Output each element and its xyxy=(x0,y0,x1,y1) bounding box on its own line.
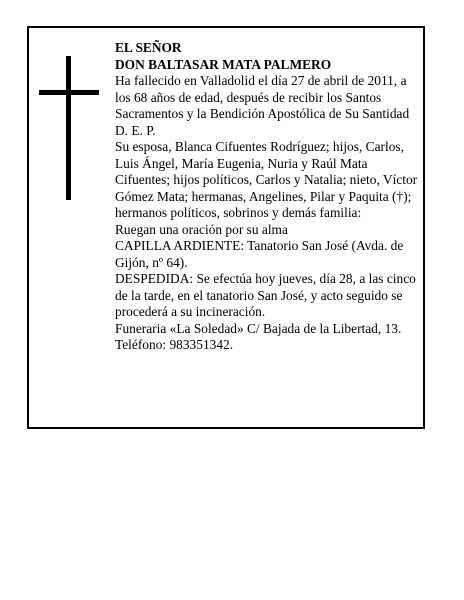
funeral-home-info: Funeraria «La Soledad» C/ Bajada de la Libertad, 13. Teléfono: 983351342. xyxy=(115,320,402,352)
cross-horizontal-bar xyxy=(39,90,99,95)
family-list: Su esposa, Blanca Cifuentes Rodríguez; hijos, Carlos, Luis Ángel, María Eugenia, Nuria y Raúl Mata Cifuentes; hijos políticos, Carlos y Natalia; nieto, Víctor Gómez Mata; hermanas, Angelines, Pilar y Paquita (†); hermanos políticos, sobrinos y demás familia: xyxy=(115,139,418,220)
prayer-request: Ruegan una oración por su alma xyxy=(115,221,288,237)
farewell-info: DESPEDIDA: Se efectúa hoy jueves, día 28, a las cinco de la tarde, en el tanatorio San José, y acto seguido se procederá a su incineración. xyxy=(115,271,416,319)
obituary-card xyxy=(27,26,425,429)
chapel-info: CAPILLA ARDIENTE: Tanatorio San José (Avda. de Gijón, nº 64). xyxy=(115,238,404,270)
dep-line: D. E. P. xyxy=(115,122,156,138)
death-announcement: Ha fallecido en Valladolid el día 27 de abril de 2011, a los 68 años de edad, después de recibir los Santos Sacramentos y la Bendición Apostólica de Su Santidad xyxy=(115,73,410,121)
deceased-name: DON BALTASAR MATA PALMERO xyxy=(115,56,332,72)
title-line-1: EL SEÑOR xyxy=(115,40,182,55)
obituary-text xyxy=(115,40,423,354)
cross-icon xyxy=(39,56,99,200)
cross-vertical-bar xyxy=(66,56,71,200)
